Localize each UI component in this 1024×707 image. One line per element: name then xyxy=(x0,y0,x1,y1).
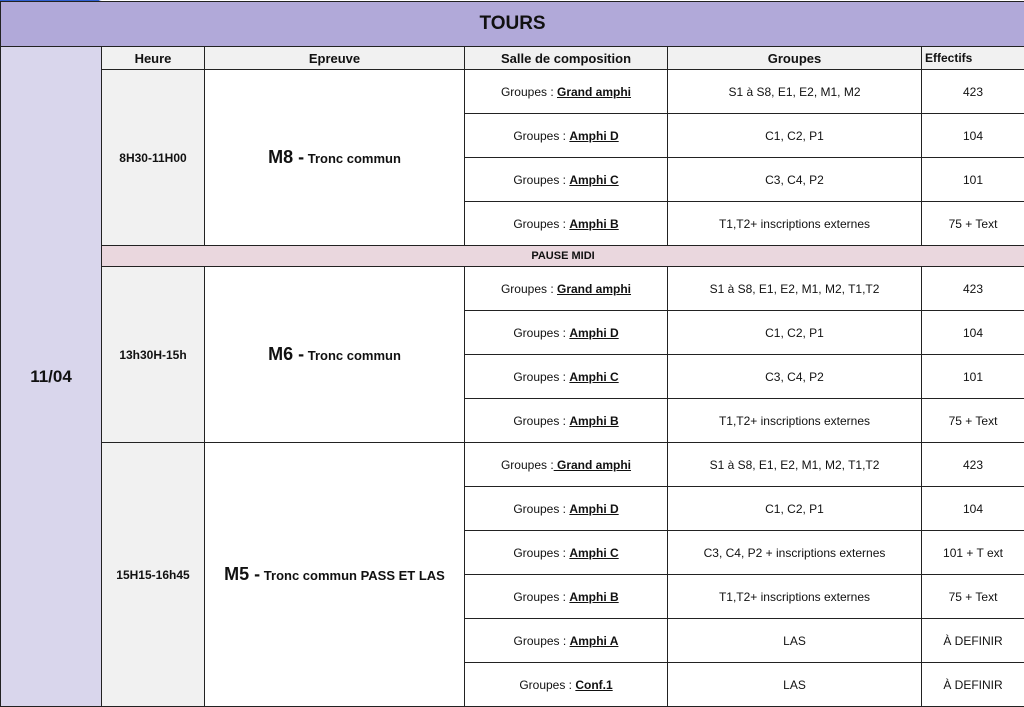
exam-code: M5 - xyxy=(224,564,260,584)
room-cell xyxy=(465,158,668,202)
room-cell xyxy=(465,114,668,158)
room-cell xyxy=(465,575,668,619)
groups-cell: S1 à S8, E1, E2, M1, M2 xyxy=(668,70,922,114)
pause-midi: PAUSE MIDI xyxy=(102,246,1024,267)
groups-cell: T1,T2+ inscriptions externes xyxy=(668,575,922,619)
room-cell xyxy=(465,399,668,443)
effectifs-cell: 423 xyxy=(922,70,1024,114)
room-cell xyxy=(465,267,668,311)
groups-cell: T1,T2+ inscriptions externes xyxy=(668,399,922,443)
session-hour: 15H15-16h45 xyxy=(102,443,205,707)
effectifs-cell: 101 xyxy=(922,158,1024,202)
room-prefix: Groupes : xyxy=(501,85,557,99)
room-prefix: Groupes : xyxy=(513,370,569,384)
room-cell xyxy=(465,311,668,355)
groups-cell: T1,T2+ inscriptions externes xyxy=(668,202,922,246)
groups-cell: C3, C4, P2 + inscriptions externes xyxy=(668,531,922,575)
room-link[interactable]: Amphi D xyxy=(569,129,618,143)
groups-cell: S1 à S8, E1, E2, M1, M2, T1,T2 xyxy=(668,267,922,311)
header-salle: Salle de composition xyxy=(465,47,668,70)
groups-cell: C1, C2, P1 xyxy=(668,114,922,158)
room-link[interactable]: Conf.1 xyxy=(575,678,612,692)
header-epreuve: Epreuve xyxy=(205,47,465,70)
pause-row xyxy=(1,246,1024,267)
room-prefix: Groupes : xyxy=(519,678,575,692)
room-link[interactable]: Grand amphi xyxy=(554,458,631,472)
room-link[interactable]: Amphi D xyxy=(569,502,618,516)
room-prefix: Groupes : xyxy=(513,217,569,231)
header-effectifs: Effectifs xyxy=(922,47,1024,70)
room-prefix: Groupes : xyxy=(513,414,569,428)
exam-subject: Tronc commun PASS ET LAS xyxy=(264,568,445,583)
room-link[interactable]: Grand amphi xyxy=(557,282,631,296)
effectifs-cell: 75 + Text xyxy=(922,575,1024,619)
groups-cell: C1, C2, P1 xyxy=(668,487,922,531)
room-prefix: Groupes : xyxy=(514,634,570,648)
exam-subject: Tronc commun xyxy=(308,348,401,363)
effectifs-cell: 101 + T ext xyxy=(922,531,1024,575)
groups-cell: C1, C2, P1 xyxy=(668,311,922,355)
room-cell xyxy=(465,663,668,707)
groups-cell: C3, C4, P2 xyxy=(668,158,922,202)
room-cell xyxy=(465,70,668,114)
effectifs-cell: À DEFINIR xyxy=(922,663,1024,707)
session-exam xyxy=(205,443,465,707)
schedule-title: TOURS xyxy=(1,2,1024,47)
effectifs-cell: 423 xyxy=(922,267,1024,311)
table-row xyxy=(1,70,1024,114)
room-prefix: Groupes : xyxy=(513,129,569,143)
date-cell: 11/04 xyxy=(1,47,102,707)
room-prefix: Groupes : xyxy=(513,173,569,187)
groups-cell: S1 à S8, E1, E2, M1, M2, T1,T2 xyxy=(668,443,922,487)
room-prefix: Groupes : xyxy=(513,546,569,560)
room-cell xyxy=(465,487,668,531)
room-cell xyxy=(465,355,668,399)
header-heure: Heure xyxy=(102,47,205,70)
effectifs-cell: 423 xyxy=(922,443,1024,487)
groups-cell: LAS xyxy=(668,619,922,663)
exam-code: M8 - xyxy=(268,147,304,167)
table-row xyxy=(1,443,1024,487)
effectifs-cell: 101 xyxy=(922,355,1024,399)
session-hour: 13h30H-15h xyxy=(102,267,205,443)
room-link[interactable]: Amphi C xyxy=(569,370,618,384)
effectifs-cell: 75 + Text xyxy=(922,202,1024,246)
exam-subject: Tronc commun xyxy=(308,151,401,166)
room-prefix: Groupes : xyxy=(501,282,557,296)
room-prefix: Groupes : xyxy=(513,502,569,516)
session-exam xyxy=(205,70,465,246)
room-link[interactable]: Amphi B xyxy=(569,414,618,428)
effectifs-cell: 75 + Text xyxy=(922,399,1024,443)
room-link[interactable]: Amphi B xyxy=(569,590,618,604)
effectifs-cell: 104 xyxy=(922,487,1024,531)
header-groupes: Groupes xyxy=(668,47,922,70)
room-cell xyxy=(465,619,668,663)
room-prefix: Groupes : xyxy=(513,590,569,604)
room-cell xyxy=(465,531,668,575)
room-prefix: Groupes : xyxy=(513,326,569,340)
room-link[interactable]: Amphi C xyxy=(569,173,618,187)
room-link[interactable]: Amphi B xyxy=(569,217,618,231)
room-link[interactable]: Amphi C xyxy=(569,546,618,560)
table-row xyxy=(1,267,1024,311)
room-link[interactable]: Amphi A xyxy=(570,634,619,648)
session-exam xyxy=(205,267,465,443)
groups-cell: LAS xyxy=(668,663,922,707)
room-link[interactable]: Amphi D xyxy=(569,326,618,340)
exam-code: M6 - xyxy=(268,344,304,364)
room-link[interactable]: Grand amphi xyxy=(557,85,631,99)
session-hour: 8H30-11H00 xyxy=(102,70,205,246)
groups-cell: C3, C4, P2 xyxy=(668,355,922,399)
effectifs-cell: À DEFINIR xyxy=(922,619,1024,663)
effectifs-cell: 104 xyxy=(922,311,1024,355)
room-cell xyxy=(465,443,668,487)
room-cell xyxy=(465,202,668,246)
effectifs-cell: 104 xyxy=(922,114,1024,158)
room-prefix: Groupes : xyxy=(501,458,554,472)
exam-schedule-table xyxy=(0,1,1024,707)
